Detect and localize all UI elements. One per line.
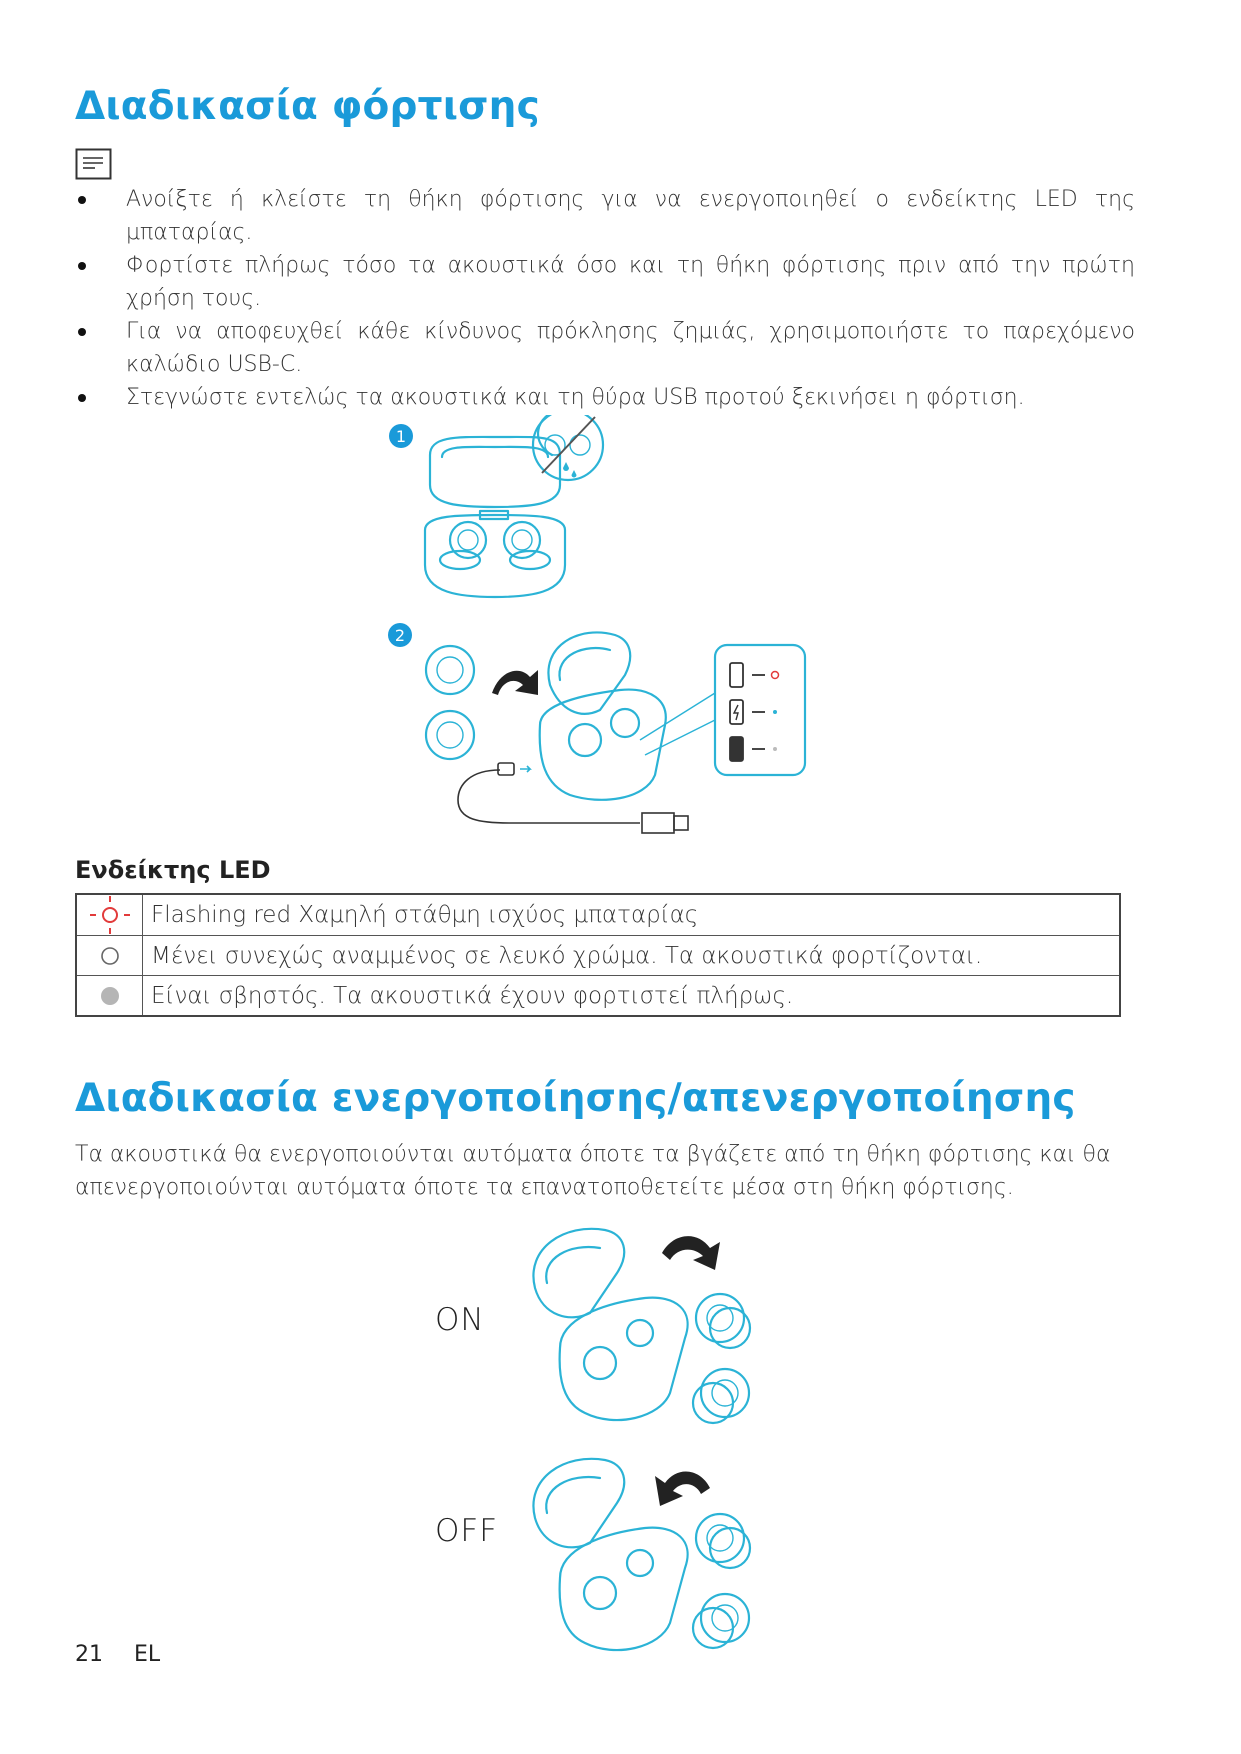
step-1-number: 1 (395, 427, 407, 446)
table-row (76, 976, 1120, 1017)
list-item: Στεγνώστε εντελώς τα ακουστικά και τη θύρα USB προτού ξεκινήσει η φόρτιση. (75, 381, 1135, 414)
table-row (76, 894, 1120, 936)
led-indicator-heading: Ενδείκτης LED (75, 856, 271, 884)
language-code: EL (134, 1642, 161, 1667)
led-indicator-table (75, 893, 1121, 1017)
figure-dry-earbuds-case (380, 415, 630, 605)
flashing-red-led-icon (88, 895, 132, 935)
step-2-number: 2 (394, 626, 406, 645)
led-description: Μένει συνεχώς αναμμένος σε λευκό χρώμα. Τα ακουστικά φορτίζονται. (143, 936, 1121, 976)
page-footer (75, 1642, 160, 1667)
charging-instructions-list (75, 183, 1135, 414)
power-on-off-description: Τα ακουστικά θα ενεργοποιούνται αυτόματα όποτε τα βγάζετε από τη θήκη φόρτισης και θα απενεργοποιούνται αυτόματα όποτε τα επανατοποθετείτε μέσα στη θήκη φόρτισης. (75, 1142, 1111, 1200)
section-title-power-on-off: Διαδικασία ενεργοποίησης/απενεργοποίησης (75, 1076, 1076, 1121)
figure-power-off (525, 1448, 825, 1678)
led-description: Είναι σβηστός. Τα ακουστικά έχουν φορτιστεί πλήρως. (143, 976, 1121, 1017)
figure-charging-setup (380, 615, 820, 840)
led-description: Flashing red Χαμηλή στάθμη ισχύος μπαταρίας (143, 894, 1121, 936)
led-off-icon (98, 984, 122, 1008)
white-led-on-icon (98, 944, 122, 968)
section-title-charging: Διαδικασία φόρτισης (75, 84, 540, 129)
note-icon (75, 148, 112, 180)
table-row (76, 936, 1120, 976)
list-item: Φορτίστε πλήρως τόσο τα ακουστικά όσο και τη θήκη φόρτισης πριν από την πρώτη χρήση τους. (75, 249, 1135, 315)
list-item: Για να αποφευχθεί κάθε κίνδυνος πρόκλησης ζημιάς, χρησιμοποιήστε το παρεχόμενο καλώδιο USB-C. (75, 315, 1135, 381)
on-label: ON (435, 1302, 485, 1338)
page-number: 21 (75, 1642, 103, 1667)
off-label: OFF (435, 1513, 499, 1549)
figure-power-on (525, 1218, 825, 1453)
list-item: Ανοίξτε ή κλείστε τη θήκη φόρτισης για να ενεργοποιηθεί ο ενδείκτης LED της μπαταρίας. (75, 183, 1135, 249)
